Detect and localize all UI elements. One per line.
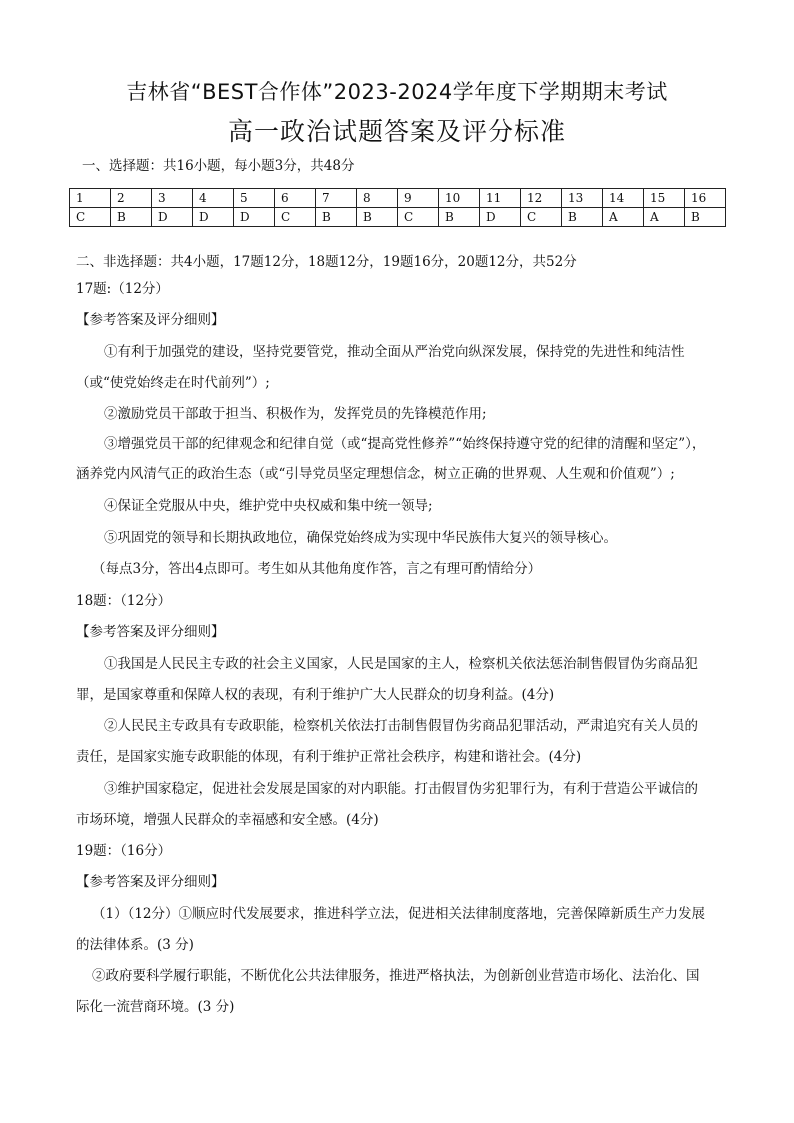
- exam-title: 吉林省“BEST合作体”2023-2024学年度下学期期末考试: [126, 80, 668, 104]
- section1-heading: 一、选择题：共16小题，每小题3分，共48分: [82, 158, 355, 174]
- answer-cell: D: [152, 208, 193, 227]
- q18-label: 18题：（12分）: [76, 593, 172, 609]
- answer-cell: A: [644, 208, 685, 227]
- answer-cell: B: [111, 208, 152, 227]
- question-number-cell: 6: [275, 189, 316, 208]
- answer-cell: C: [521, 208, 562, 227]
- q17-point-1-cont: （或“使党始终走在时代前列”）;: [76, 375, 270, 391]
- question-number-cell: 8: [357, 189, 398, 208]
- question-number-cell: 16: [685, 189, 726, 208]
- answer-cell: D: [480, 208, 521, 227]
- q19-reference-heading: 【参考答案及评分细则】: [76, 874, 225, 890]
- q19-part-1-point-2: ②政府要科学履行职能，不断优化公共法律服务，推进严格执法，为创新创业营造市场化、法治化、国: [92, 968, 700, 984]
- question-number-cell: 10: [439, 189, 480, 208]
- question-number-row: [70, 189, 726, 208]
- q19-label: 19题：（16分）: [76, 843, 172, 859]
- question-number-cell: 4: [193, 189, 234, 208]
- q19-part-1-point-2-cont: 际化一流营商环境。(3 分): [76, 999, 235, 1015]
- q19-part-1-point-1-cont: 的法律体系。(3 分): [76, 937, 194, 953]
- answer-cell: B: [439, 208, 480, 227]
- q18-point-1-cont: 罪，是国家尊重和保障人权的表现，有利于维护广大人民群众的切身利益。(4分): [76, 687, 555, 703]
- question-number-cell: 15: [644, 189, 685, 208]
- q17-reference-heading: 【参考答案及评分细则】: [76, 312, 225, 328]
- q18-point-2-cont: 责任，是国家实施专政职能的体现，有利于维护正常社会秩序，构建和谐社会。(4分): [76, 749, 582, 765]
- q17-scoring-note: （每点3分，答出4点即可。考生如从其他角度作答，言之有理可酌情给分）: [92, 561, 542, 577]
- q17-point-2: ②激励党员干部敢于担当、积极作为，发挥党员的先锋模范作用;: [104, 406, 487, 422]
- answer-cell: D: [234, 208, 275, 227]
- question-number-cell: 9: [398, 189, 439, 208]
- answer-cell: C: [70, 208, 111, 227]
- answer-cell: B: [685, 208, 726, 227]
- question-number-cell: 11: [480, 189, 521, 208]
- question-number-cell: 12: [521, 189, 562, 208]
- q17-point-3-cont: 涵养党内风清气正的政治生态（或“引导党员坚定理想信念，树立正确的世界观、人生观和价值观”）;: [76, 466, 675, 482]
- answer-cell: B: [316, 208, 357, 227]
- q18-point-3: ③维护国家稳定，促进社会发展是国家的对内职能。打击假冒伪劣犯罪行为，有利于营造公平诚信的: [104, 781, 698, 797]
- answer-cell: C: [275, 208, 316, 227]
- q17-label: 17题:（12分）: [76, 281, 169, 297]
- question-number-cell: 14: [603, 189, 644, 208]
- q17-point-4: ④保证全党服从中央，维护党中央权威和集中统一领导;: [104, 498, 433, 514]
- question-number-cell: 5: [234, 189, 275, 208]
- answer-cell: C: [398, 208, 439, 227]
- q18-point-2: ②人民民主专政具有专政职能，检察机关依法打击制售假冒伪劣商品犯罪活动，严肃追究有关人员的: [104, 718, 698, 734]
- question-number-cell: 13: [562, 189, 603, 208]
- question-number-cell: 1: [70, 189, 111, 208]
- question-number-cell: 2: [111, 189, 152, 208]
- question-number-cell: 3: [152, 189, 193, 208]
- answer-row: [70, 208, 726, 227]
- choice-answer-table: [69, 188, 726, 227]
- answer-cell: A: [603, 208, 644, 227]
- q17-point-5: ⑤巩固党的领导和长期执政地位，确保党始终成为实现中华民族伟大复兴的领导核心。: [104, 530, 617, 546]
- q19-part-1-point-1: （1）（12分）①顺应时代发展要求，推进科学立法，促进相关法律制度落地，完善保障新质生产力发展: [92, 906, 706, 922]
- q18-point-1: ①我国是人民民主专政的社会主义国家，人民是国家的主人，检察机关依法惩治制售假冒伪劣商品犯: [104, 656, 698, 672]
- q18-reference-heading: 【参考答案及评分细则】: [76, 624, 225, 640]
- document-subtitle: 高一政治试题答案及评分标准: [227, 117, 566, 146]
- answer-cell: B: [562, 208, 603, 227]
- question-number-cell: 7: [316, 189, 357, 208]
- answer-cell: D: [193, 208, 234, 227]
- q17-point-1: ①有利于加强党的建设，坚持党要管党，推动全面从严治党向纵深发展，保持党的先进性和纯洁性: [104, 344, 685, 360]
- answer-cell: B: [357, 208, 398, 227]
- q17-point-3: ③增强党员干部的纪律观念和纪律自觉（或“提高党性修养”“始终保持遵守党的纪律的清醒和坚定”），: [104, 436, 706, 452]
- section2-heading: 二、非选择题：共4小题，17题12分，18题12分，19题16分，20题12分，共52分: [76, 254, 577, 270]
- q18-point-3-cont: 市场环境，增强人民群众的幸福感和安全感。(4分): [76, 812, 379, 828]
